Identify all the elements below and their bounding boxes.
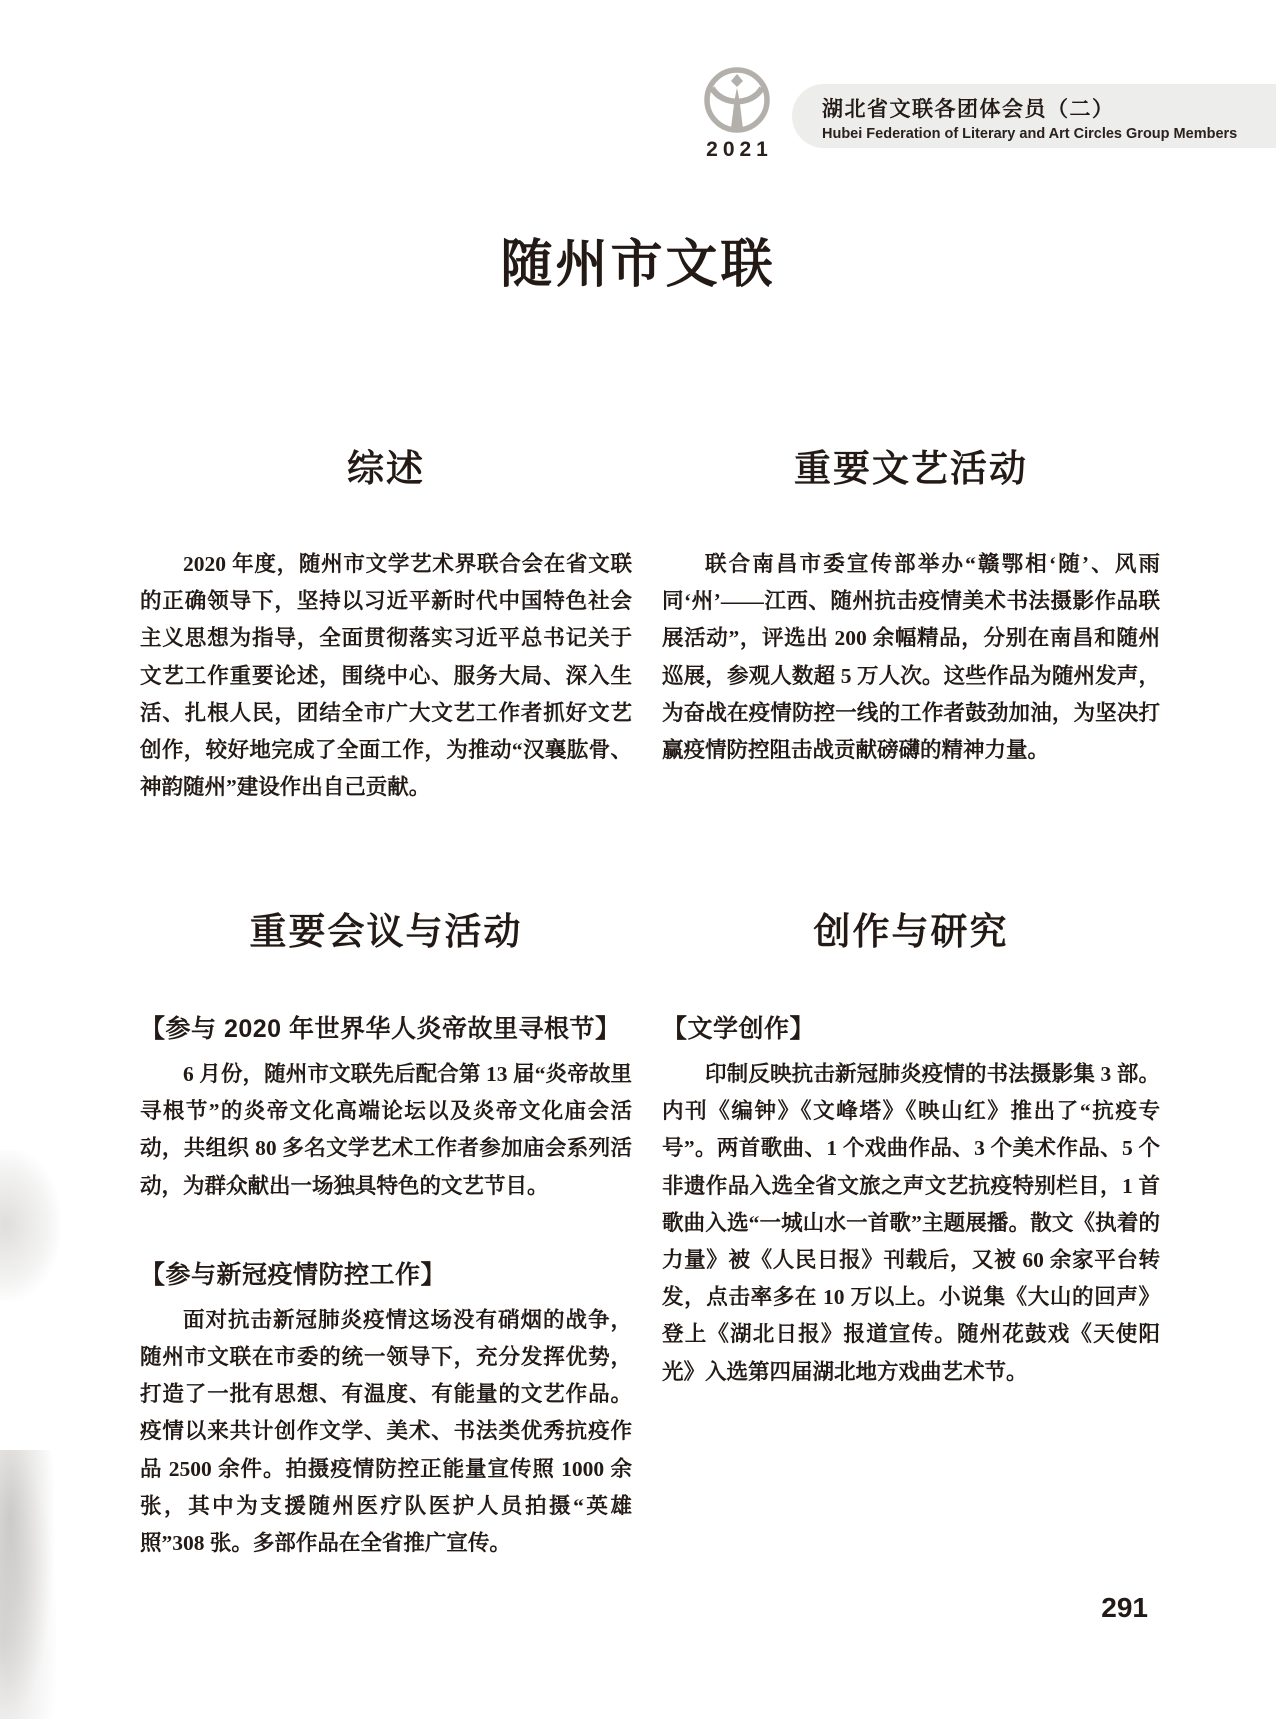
logo-year: 2021 [706,138,773,161]
publisher-logo-block [692,66,782,162]
wenlian-emblem-icon [698,66,776,136]
section-overview [140,438,632,806]
chapter-title-en: Hubei Federation of Literary and Art Circles Group Members [822,126,1238,142]
edge-inkwash-texture-upper [0,1150,60,1300]
overview-paragraph: 2020 年度，随州市文学艺术界联合会在省文联的正确领导下，坚持以习近平新时代中国特色社会主义思想为指导，全面贯彻落实习近平总书记关于文艺工作重要论述，围绕中心、服务大局、深入生活、扎根人民，团结全市广大文艺工作者抓好文艺创作，较好地完成了全面工作，为推动“汉襄肱骨、神韵随州”建设作出自己贡献。 [140,552,632,800]
article-title: 随州市文联 [500,237,776,294]
section-heading-overview: 综述 [347,448,425,489]
subsection-title-yandi-festival: 【参与 2020 年世界华人炎帝故里寻根节】 [140,1015,621,1043]
subsection-title-literary-creation: 【文学创作】 [662,1015,816,1043]
yandi-festival-paragraph: 6 月份，随州市文联先后配合第 13 届“炎帝故里寻根节”的炎帝文化高端论坛以及炎帝文化庙会活动，共组织 80 多名文学艺术工作者参加庙会系列活动，为群众献出一场独具特色的文艺节目。 [140,1062,632,1198]
chapter-title-zh: 湖北省文联各团体会员（二） [822,98,1115,121]
section-major-activities [662,438,1160,769]
section-heading-major-activities: 重要文艺活动 [794,448,1028,489]
edge-inkwash-texture-lower [0,1450,56,1719]
section-creation-research [662,901,1160,1391]
chapter-header-band [792,84,1276,148]
section-heading-creation-research: 创作与研究 [813,911,1009,952]
subsection-title-covid-work: 【参与新冠疫情防控工作】 [140,1260,447,1289]
section-meetings-events [140,901,632,1562]
major-activities-paragraph: 联合南昌市委宣传部举办“赣鄂相‘随’、风雨同‘州’——江西、随州抗击疫情美术书法摄影作品联展活动”，评选出 200 余幅精品，分别在南昌和随州巡展，参观人数超 5 万人次。这些作品为随州发声，为奋战在疫情防控一线的工作者鼓劲加油，为坚决打赢疫情防控阻击战贡献磅礴的精神力量。 [662,552,1160,763]
literary-creation-paragraph: 印制反映抗击新冠肺炎疫情的书法摄影集 3 部。内刊《编钟》《文峰塔》《映山红》推出了“抗疫专号”。两首歌曲、1 个戏曲作品、3 个美术作品、5 个非遗作品入选全省文旅之声文艺抗疫特别栏目，1 首歌曲入选“一城山水一首歌”主题展播。散文《执着的力量》被《人民日报》刊载后，又被 60 余家平台转发，点击率多在 10 万以上。小说集《大山的回声》登上《湖北日报》报道宣传。随州花鼓戏《天使阳光》入选第四届湖北地方戏曲艺术节。 [662,1062,1160,1384]
covid-work-paragraph: 面对抗击新冠肺炎疫情这场没有硝烟的战争，随州市文联在市委的统一领导下，充分发挥优势，打造了一批有思想、有温度、有能量的文艺作品。疫情以来共计创作文学、美术、书法类优秀抗疫作品 2500 余件。拍摄疫情防控正能量宣传照 1000 余张，其中为支援随州医疗队医护人员拍摄“英雄照”308 张。多部作品在全省推广宣传。 [140,1307,632,1556]
page-number: 291 [1101,1592,1148,1623]
section-heading-meetings-events: 重要会议与活动 [249,911,523,952]
